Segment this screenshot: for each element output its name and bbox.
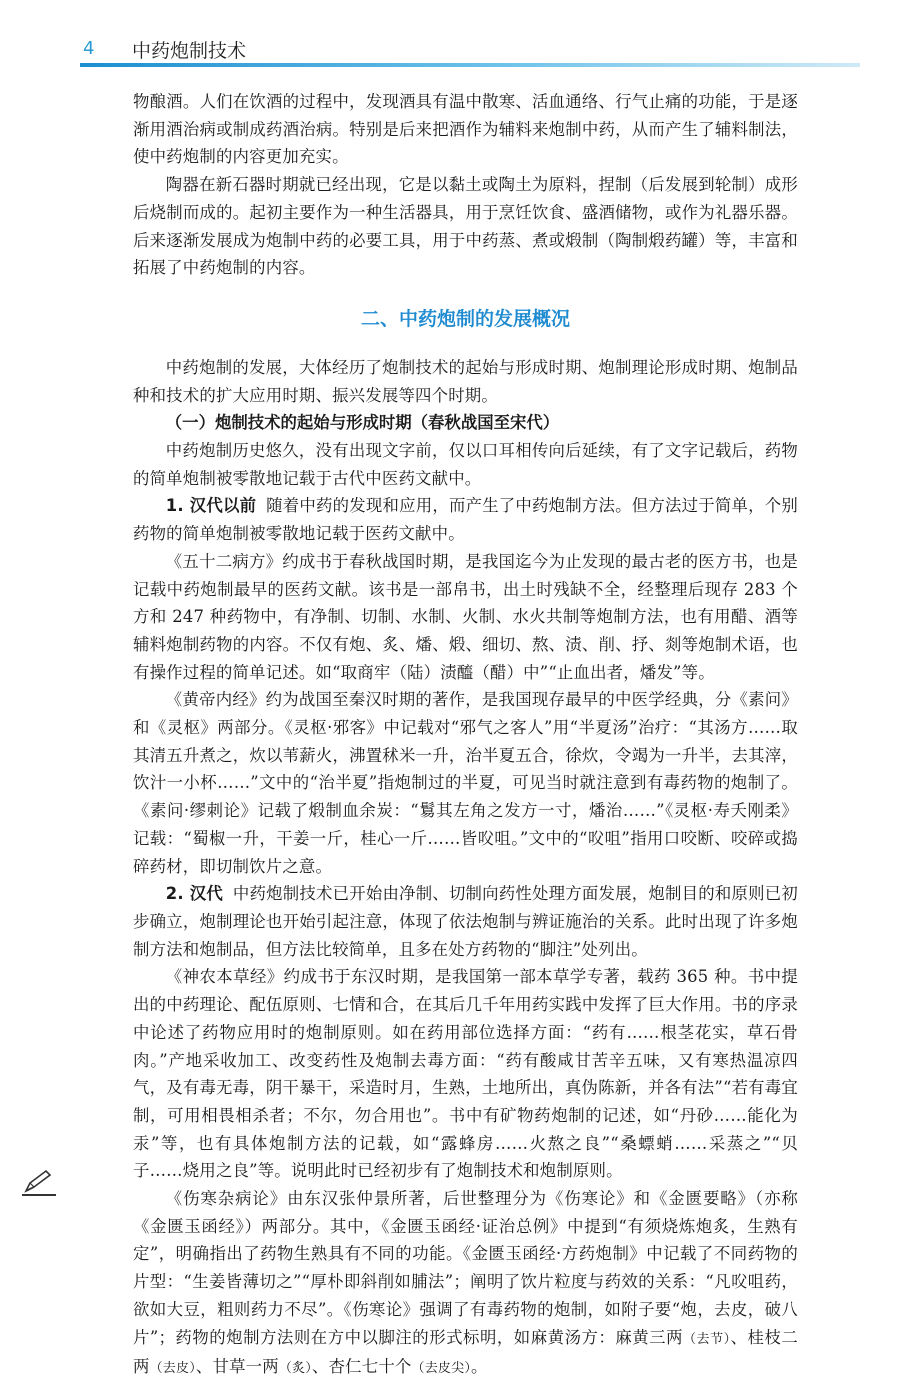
footnote-annotation: （去皮） — [149, 1361, 196, 1377]
paragraph — [133, 1185, 798, 1383]
paragraph: 《神农本草经》约成书于东汉时期，是我国第一部本草学专著，载药 365 种。书中提出的中药理论、配伍原则、七情和合，在其后几千年用药实践中发挥了巨大作用。书的序录中论述了药物应用时的炮制原则。如在药用部位选择方面：“药有……根茎花实，草石骨肉。”产地采收加工、改变药性及炮制去毒方面：“药有酸咸甘苦辛五味，又有寒热温凉四气，及有毒无毒，阴干暴干，采造时月，生熟，土地所出，真伪陈新，并各有法”“若有毒宜制，可用相畏相杀者；不尔，勿合用也”。书中有矿物药炮制的记述，如“丹砂……能化为汞”等，也有具体炮制方法的记载，如“露蜂房……火熬之良”“桑螵蛸……采蒸之”“贝子……烧用之良”等。说明此时已经初步有了炮制技术和炮制原则。 — [133, 967, 798, 1181]
subsection-title: （一）炮制技术的起始与形成时期（春秋战国至宋代） — [165, 413, 560, 433]
paragraph: 中药炮制历史悠久，没有出现文字前，仅以口耳相传向后延续，有了文字记载后，药物的简单炮制被零散地记载于古代中医药文献中。 — [133, 441, 798, 488]
item-lead: 2. 汉代 — [165, 884, 224, 904]
paragraph-text: 、甘草一两 — [195, 1357, 279, 1377]
paragraph-text: 、杏仁七十个 — [311, 1357, 412, 1377]
running-title: 中药炮制技术 — [132, 40, 247, 62]
item-text: 随着中药的发现和应用，而产生了中药炮制方法。但方法过于简单，个别药物的简单炮制被零散地记载于医药文献中。 — [133, 496, 798, 544]
numbered-item — [133, 492, 798, 547]
section-title: 二、中药炮制的发展概况 — [360, 307, 570, 330]
footnote-annotation: （炙） — [278, 1361, 312, 1377]
page-header — [0, 0, 900, 72]
paragraph: 中药炮制的发展，大体经历了炮制技术的起始与形成时期、炮制理论形成时期、炮制品种和技术的扩大应用时期、振兴发展等四个时期。 — [133, 357, 798, 405]
paragraph-text: 、桂枝二两 — [133, 1327, 798, 1377]
paragraph: 物酿酒。人们在饮酒的过程中，发现酒具有温中散寒、活血通络、行气止痛的功能，于是逐渐用酒治病或制成药酒治病。特别是后来把酒作为辅料来炮制中药，从而产生了辅料制法，使中药炮制的内容更加充实。 — [133, 92, 798, 167]
numbered-item — [133, 880, 798, 963]
paragraph: 陶器在新石器时期就已经出现，它是以黏土或陶土为原料，捏制（后发展到轮制）成形后烧制而成的。起初主要作为一种生活器具，用于烹饪饮食、盛酒储物，或作为礼器乐器。后来逐渐发展成为炮制中药的必要工具，用于中药蒸、煮或煅制（陶制煅药罐）等，丰富和拓展了中药炮制的内容。 — [133, 175, 798, 278]
paragraph-text: 。 — [471, 1357, 488, 1377]
header-rule — [80, 63, 860, 67]
item-lead: 1. 汉代以前 — [165, 496, 257, 516]
paragraph-text: 《伤寒杂病论》由东汉张仲景所著，后世整理分为《伤寒论》和《金匮要略》（亦称《金匮玉函经》）两部分。其中，《金匮玉函经·证治总例》中提到“有须烧炼炮炙，生熟有定”，明确指出了药物生熟具有不同的功能。《金匮玉函经·方药炮制》中记载了不同药物的片型：“生姜皆薄切之”“厚朴即斜削如脯法”；阐明了饮片粒度与药效的关系：“凡㕮咀药，欲如大豆，粗则药力不尽”。《伤寒论》强调了有毒药物的炮制，如附子要“炮，去皮，破八片”；药物的炮制方法则在方中以脚注的形式标明，如麻黄汤方：麻黄三两 — [133, 1189, 798, 1347]
paragraph: 《五十二病方》约成书于春秋战国时期，是我国迄今为止发现的最古老的医方书，也是记载中药炮制最早的医药文献。该书是一部帛书，出土时残缺不全，经整理后现存 283 个方和 247 种药物中，有净制、切制、水制、火制、水火共制等炮制方法，也有用醋、酒等辅料炮制药物的内容。不仅有炮、炙、燔、煅、细切、熬、渍、削、抒、剡等炮制术语，也有操作过程的简单记述。如“取商牢（陆）渍醯（醋）中”“止血出者，燔发”等。 — [133, 551, 798, 682]
page-number: 4 — [83, 38, 95, 59]
footnote-annotation: （去节） — [683, 1331, 731, 1347]
pen-icon — [16, 1165, 62, 1199]
footnote-annotation: （去皮尖） — [411, 1361, 472, 1377]
paragraph: 《黄帝内经》约为战国至秦汉时期的著作，是我国现存最早的中医学经典，分《素问》和《灵枢》两部分。《灵枢·邪客》中记载对“邪气之客人”用“半夏汤”治疗：“其汤方……取其清五升煮之，炊以苇薪火，沸置秫米一升，治半夏五合，徐炊，令竭为一升半，去其滓，饮汁一小杯……”文中的“治半夏”指炮制过的半夏，可见当时就注意到有毒药物的炮制了。《素问·缪刺论》记载了煅制血余炭：“鬄其左角之发方一寸，燔治……”《灵枢·寿夭刚柔》记载：“蜀椒一升，干姜一斤，桂心一斤……皆㕮咀。”文中的“㕮咀”指用口咬断、咬碎或捣碎药材，即切制饮片之意。 — [133, 690, 798, 876]
item-text: 中药炮制技术已开始由净制、切制向药性处理方面发展，炮制目的和原则已初步确立，炮制理论也开始引起注意，体现了依法炮制与辨证施治的关系。此时出现了许多炮制方法和炮制品，但方法比较简单，且多在处方药物的“脚注”处列出。 — [133, 884, 798, 959]
page-body — [133, 88, 798, 1383]
